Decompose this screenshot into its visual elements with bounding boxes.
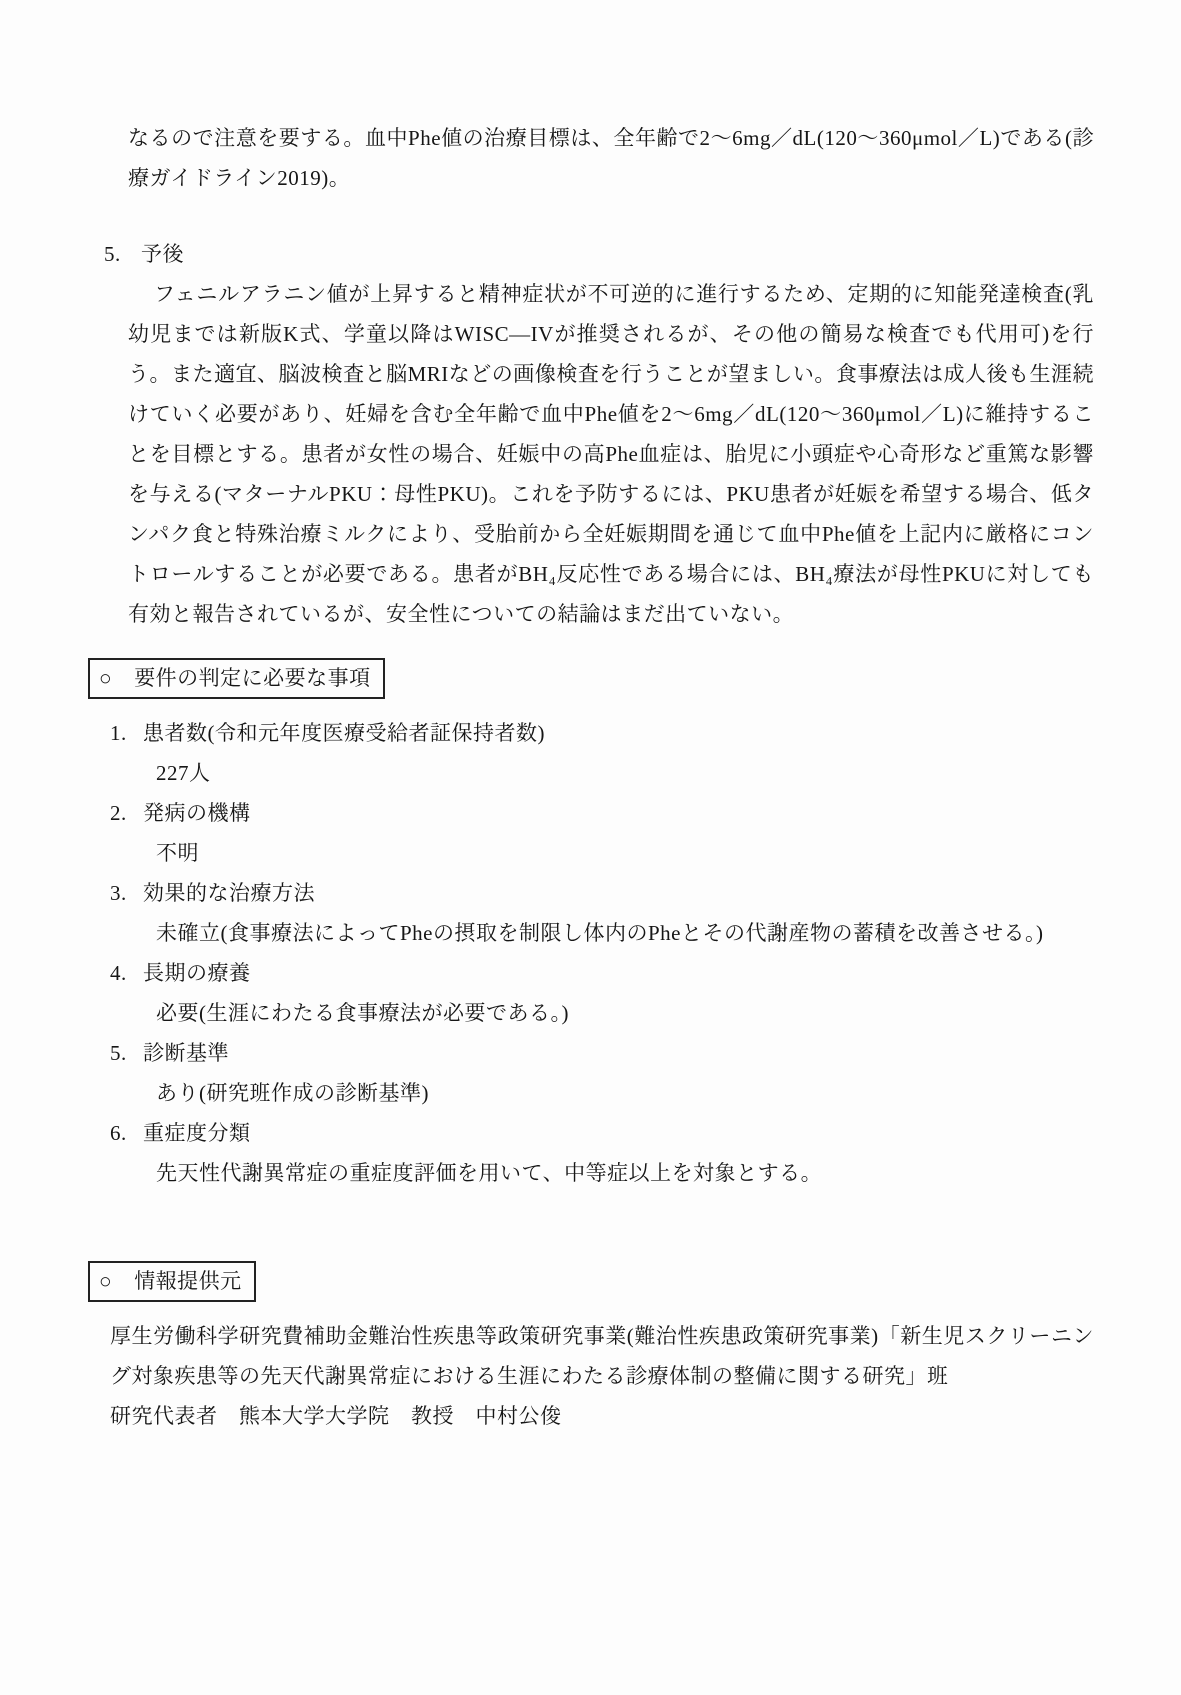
info-source-body: 厚生労働科学研究費補助金難治性疾患等政策研究事業(難治性疾患政策研究事業)「新生児スクリーニング対象疾患等の先天代謝異常症における生涯にわたる診療体制の整備に関する研究」班 (110, 1324, 1094, 1388)
intro-paragraph: なるので注意を要する。血中Phe値の治療目標は、全年齢で2〜6mg／dL(120〜360μmol／L)である(診療ガイドライン2019)。 (128, 126, 1094, 190)
info-source-representative: 研究代表者 熊本大学大学院 教授 中村公俊 (110, 1404, 562, 1428)
item-value: 必要(生涯にわたる食事療法が必要である。) (156, 1001, 569, 1025)
requirement-item (88, 1113, 1096, 1193)
requirement-item-head (110, 1033, 1096, 1073)
item-number: 1. (110, 721, 127, 745)
item-label: 重症度分類 (143, 1121, 251, 1145)
requirements-title: 要件の判定に必要な事項 (134, 666, 371, 690)
requirement-item (88, 873, 1096, 953)
item-value: 先天性代謝異常症の重症度評価を用いて、中等症以上を対象とする。 (156, 1161, 823, 1185)
circle-marker: ○ (99, 1269, 113, 1293)
item-number: 4. (110, 961, 127, 985)
item-label: 効果的な治療方法 (143, 881, 315, 905)
item-number: 2. (110, 801, 127, 825)
requirements-section (88, 634, 1096, 1193)
requirement-item-head (110, 873, 1096, 913)
prognosis-title: 予後 (141, 242, 184, 266)
prognosis-heading (104, 234, 1096, 274)
item-number: 3. (110, 881, 127, 905)
requirement-item (88, 1033, 1096, 1113)
info-source-heading-box (88, 1261, 256, 1302)
item-label: 長期の療養 (143, 961, 251, 985)
item-number: 6. (110, 1121, 127, 1145)
requirements-heading-box (88, 658, 385, 699)
requirement-item (88, 953, 1096, 1033)
item-label: 発病の機構 (143, 801, 251, 825)
item-value: 不明 (156, 841, 199, 865)
requirement-item (88, 793, 1096, 873)
circle-marker: ○ (99, 666, 113, 690)
requirement-item-head (110, 1113, 1096, 1153)
item-label: 診断基準 (143, 1041, 229, 1065)
prognosis-body: フェニルアラニン値が上昇すると精神症状が不可逆的に進行するため、定期的に知能発達検査(乳幼児までは新版K式、学童以降はWISC―IVが推奨されるが、その他の簡易な検査でも代用可)を行う。また適宜、脳波検査と脳MRIなどの画像検査を行うことが望ましい。食事療法は成人後も生涯続けていく必要があり、妊婦を含む全年齢で血中Phe値を2〜6mg／dL(120〜360μmol／L)に維持することを目標とする。患者が女性の場合、妊娠中の高Phe血症は、胎児に小頭症や心奇形など重篤な影響を与える(マターナルPKU：母性PKU)。これを予防するには、PKU患者が妊娠を希望する場合、低タンパク食と特殊治療ミルクにより、受胎前から全妊娠期間を通じて血中Phe値を上記内に厳格にコントロールすることが必要である。患者がBH₄反応性である場合には、BH₄療法が母性PKUに対しても有効と報告されているが、安全性についての結論はまだ出ていない。 (128, 282, 1094, 626)
section-gap (88, 1193, 1096, 1237)
info-source-title: 情報提供元 (134, 1269, 242, 1293)
prognosis-number: 5. (104, 242, 121, 266)
requirement-item-head (110, 713, 1096, 753)
requirement-item-head (110, 793, 1096, 833)
info-source-section (88, 1237, 1096, 1436)
item-value: 未確立(食事療法によってPheの摂取を制限し体内のPheとその代謝産物の蓄積を改善させる。) (156, 921, 1044, 945)
requirement-item-head (110, 953, 1096, 993)
item-value: あり(研究班作成の診断基準) (156, 1081, 429, 1105)
item-label: 患者数(令和元年度医療受給者証保持者数) (143, 721, 545, 745)
item-value: 227人 (156, 761, 211, 785)
item-number: 5. (110, 1041, 127, 1065)
requirement-item (88, 713, 1096, 793)
